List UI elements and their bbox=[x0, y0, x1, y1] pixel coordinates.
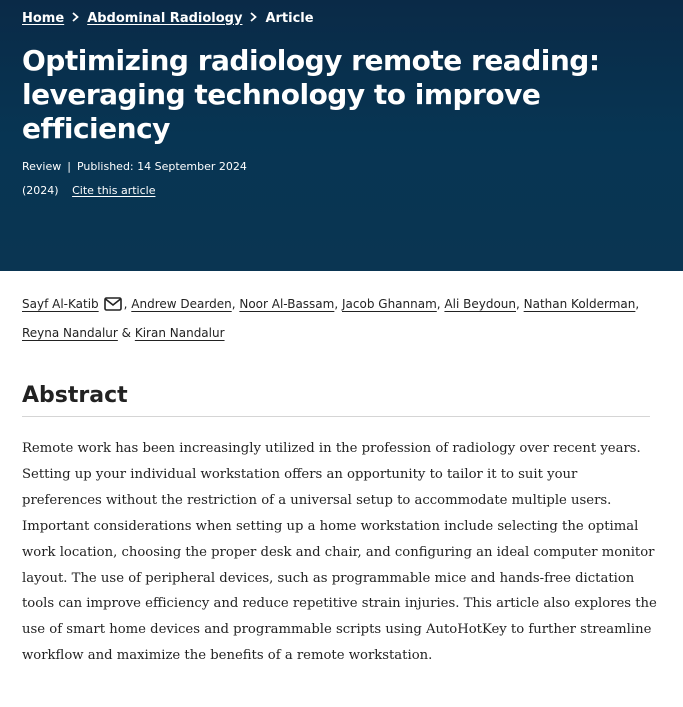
chevron-right-icon bbox=[250, 12, 257, 25]
breadcrumb-home-link[interactable]: Home bbox=[22, 10, 65, 26]
cite-this-article-link[interactable]: Cite this article bbox=[72, 184, 156, 197]
article-header bbox=[0, 0, 683, 271]
author-list: Sayf Al-Katib , Andrew Dearden, Noor Al-Bassam, Jacob Ghannam, Ali Beydoun, Nathan Kolderman, Reyna Nandalur & Kiran Nandalur bbox=[0, 271, 683, 346]
abstract-section bbox=[0, 346, 683, 669]
breadcrumb-journal-link[interactable]: Abdominal Radiology bbox=[87, 10, 243, 26]
article-title: Optimizing radiology remote reading: leveraging technology to improve efficiency bbox=[22, 44, 600, 145]
abstract-heading: Abstract bbox=[22, 382, 650, 417]
author-link[interactable]: Kiran Nandalur bbox=[134, 326, 225, 340]
author-link[interactable]: Ali Beydoun bbox=[444, 297, 516, 311]
published-date: Published: 14 September 2024 bbox=[76, 160, 247, 173]
author-link[interactable]: Reyna Nandalur bbox=[22, 326, 118, 340]
breadcrumb bbox=[22, 8, 661, 28]
author-link[interactable]: Noor Al-Bassam bbox=[239, 297, 335, 311]
article-citation-row bbox=[22, 183, 661, 199]
author-link[interactable]: Nathan Kolderman bbox=[523, 297, 636, 311]
mail-icon[interactable] bbox=[104, 294, 122, 320]
author-link[interactable]: Jacob Ghannam bbox=[342, 297, 437, 311]
breadcrumb-current: Article bbox=[265, 10, 314, 26]
article-year: (2024) bbox=[22, 184, 59, 197]
article-meta bbox=[22, 159, 661, 175]
author-link[interactable]: Andrew Dearden bbox=[131, 297, 232, 311]
meta-divider: | bbox=[67, 160, 71, 173]
chevron-right-icon bbox=[72, 12, 79, 25]
author-link[interactable]: Sayf Al-Katib bbox=[22, 297, 99, 311]
article-type: Review bbox=[22, 160, 62, 173]
abstract-text: Remote work has been increasingly utilized in the profession of radiology over recent years. Setting up your individual workstation offers an opportunity to tailor it to suit your preferences without the restriction of a universal setup to accommodate multiple users. Important considerations when setting up a home workstation include selecting the optimal work location, choosing the proper desk and chair, and configuring an ideal computer monitor layout. The use of peripheral devices, such as programmable mice and hands-free dictation tools can improve efficiency and reduce repetitive strain injuries. This article also explores the use of smart home devices and programmable scripts using AutoHotKey to further streamline workflow and maximize the benefits of a remote workstation. bbox=[22, 441, 657, 664]
